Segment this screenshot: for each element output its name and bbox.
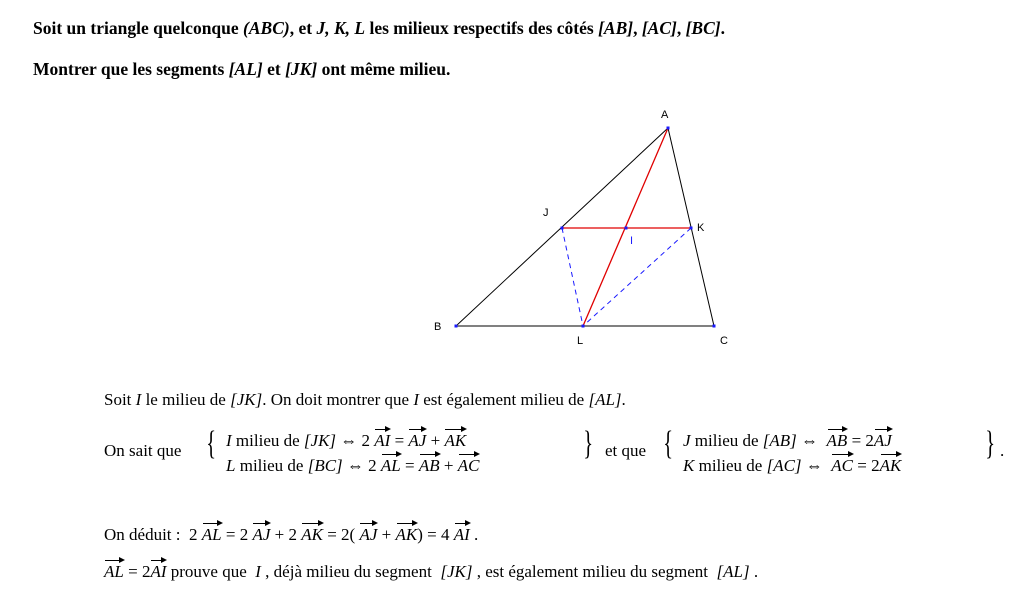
text: , est également milieu du segment	[476, 562, 713, 581]
vector-ak: AK	[444, 427, 466, 451]
seg: [AL]	[588, 390, 622, 409]
text: le milieu de	[141, 390, 231, 409]
iff: ⇔	[346, 456, 364, 475]
dashed-kl	[583, 228, 691, 326]
coef: 2	[871, 456, 880, 475]
eq: =	[851, 431, 862, 450]
text: . On doit montrer que	[262, 390, 414, 409]
coef: 4	[441, 525, 450, 544]
point-l	[582, 325, 585, 328]
label-j: J	[543, 207, 549, 219]
eq: =	[128, 562, 138, 581]
triangle-abc	[456, 128, 714, 326]
coef: 2	[239, 525, 249, 544]
points-jkl: J, K, L	[316, 18, 366, 38]
vector-ai: AI	[150, 558, 166, 582]
plus: +	[443, 456, 454, 475]
point-a	[667, 127, 670, 130]
seg: [JK]	[303, 431, 337, 450]
text: les milieux respectifs des côtés	[365, 18, 599, 38]
text: milieu de	[698, 456, 763, 475]
var: I	[226, 431, 232, 450]
period: .	[1000, 441, 1005, 460]
eq: =	[405, 456, 415, 475]
plus: +	[430, 431, 441, 450]
eq: =	[857, 456, 867, 475]
vector-aj: AJ	[252, 521, 270, 545]
vector-al: AL	[202, 521, 222, 545]
label-i: I	[630, 235, 634, 247]
vector-ai: AI	[374, 427, 390, 451]
vector-ai: AI	[454, 521, 470, 545]
var: I	[135, 390, 142, 409]
seg: [BC]	[307, 456, 343, 475]
right-brace-1: }	[583, 425, 594, 462]
vector-ak: AK	[880, 452, 902, 476]
text: ,	[633, 18, 642, 38]
seg: [JK]	[230, 390, 263, 409]
var: I	[413, 390, 419, 409]
coef: 2	[361, 431, 371, 450]
paren: )	[417, 525, 423, 544]
text: ,	[676, 18, 686, 38]
vector-ak: AK	[396, 521, 418, 545]
segment-bc: [BC]	[685, 18, 721, 38]
text: est également milieu de	[418, 390, 589, 409]
plus: +	[274, 525, 285, 544]
coef: 2(	[341, 525, 356, 544]
var: J	[683, 431, 691, 450]
text: On déduit :	[104, 525, 185, 544]
vector-ab: AB	[419, 452, 440, 476]
period: .	[753, 562, 759, 581]
dashed-jl	[562, 228, 583, 326]
vector-aj: AJ	[359, 521, 377, 545]
coef: 2	[141, 562, 151, 581]
system-row-3	[683, 427, 892, 451]
eq: =	[394, 431, 405, 450]
proof-line-4	[104, 558, 758, 582]
coef: 2	[288, 525, 297, 544]
segment-ab: [AB]	[598, 18, 634, 38]
system-row-2	[226, 452, 479, 476]
iff: ⇔	[801, 431, 819, 450]
iff: ⇔	[805, 456, 823, 475]
point-k	[690, 227, 693, 230]
text: , déjà milieu du segment	[265, 562, 437, 581]
system-row-1	[226, 427, 466, 451]
text: milieu de	[694, 431, 759, 450]
vector-ac: AC	[458, 452, 480, 476]
vector-aj: AJ	[408, 427, 426, 451]
label-b: B	[434, 321, 442, 333]
text: prouve que	[166, 562, 251, 581]
label-k: K	[697, 222, 705, 234]
system-row-4	[683, 452, 901, 476]
plus: +	[381, 525, 392, 544]
segment-jk: [JK]	[285, 59, 318, 79]
point-i	[625, 227, 628, 230]
text: milieu de	[239, 456, 304, 475]
proof-line-3	[104, 521, 478, 545]
segment-ac: [AC]	[641, 18, 677, 38]
var: K	[683, 456, 695, 475]
vector-al: AL	[104, 558, 124, 582]
eq: =	[327, 525, 337, 544]
text: .	[720, 18, 725, 38]
et-que: et que	[605, 441, 647, 460]
text: milieu de	[235, 431, 300, 450]
seg: [JK]	[440, 562, 473, 581]
vector-ab: AB	[827, 427, 848, 451]
text: Montrer que les segments	[33, 59, 229, 79]
text: ont même milieu.	[317, 59, 451, 79]
on-sait-que: On sait que	[104, 441, 182, 460]
eq: =	[427, 525, 437, 544]
text: Soit	[104, 390, 136, 409]
label-c: C	[720, 335, 728, 347]
text: , et	[289, 18, 317, 38]
seg: [AB]	[762, 431, 797, 450]
var: I	[255, 562, 261, 581]
left-brace-2: {	[663, 425, 674, 462]
left-brace-1: {	[206, 425, 217, 462]
point-c	[713, 325, 716, 328]
point-b	[455, 325, 458, 328]
label-a: A	[661, 109, 669, 121]
vector-ak: AK	[301, 521, 323, 545]
coef: 2	[189, 525, 198, 544]
right-brace-2: }	[985, 425, 996, 462]
text: et	[262, 59, 286, 79]
coef: 2	[865, 431, 874, 450]
vector-ac: AC	[831, 452, 853, 476]
seg: [AC]	[766, 456, 802, 475]
segment-al: [AL]	[228, 59, 263, 79]
text: Soit un triangle quelconque	[33, 18, 244, 38]
coef: 2	[368, 456, 377, 475]
seg: [AL]	[716, 562, 750, 581]
triangle-name: (ABC)	[243, 18, 290, 38]
vector-aj: AJ	[874, 427, 892, 451]
period: .	[474, 525, 479, 544]
eq: =	[225, 525, 236, 544]
iff: ⇔	[340, 431, 358, 450]
var: L	[226, 456, 236, 475]
vector-al: AL	[381, 452, 401, 476]
text: .	[621, 390, 626, 409]
proof-line-1	[104, 390, 626, 410]
label-l: L	[577, 335, 584, 347]
point-j	[561, 227, 564, 230]
